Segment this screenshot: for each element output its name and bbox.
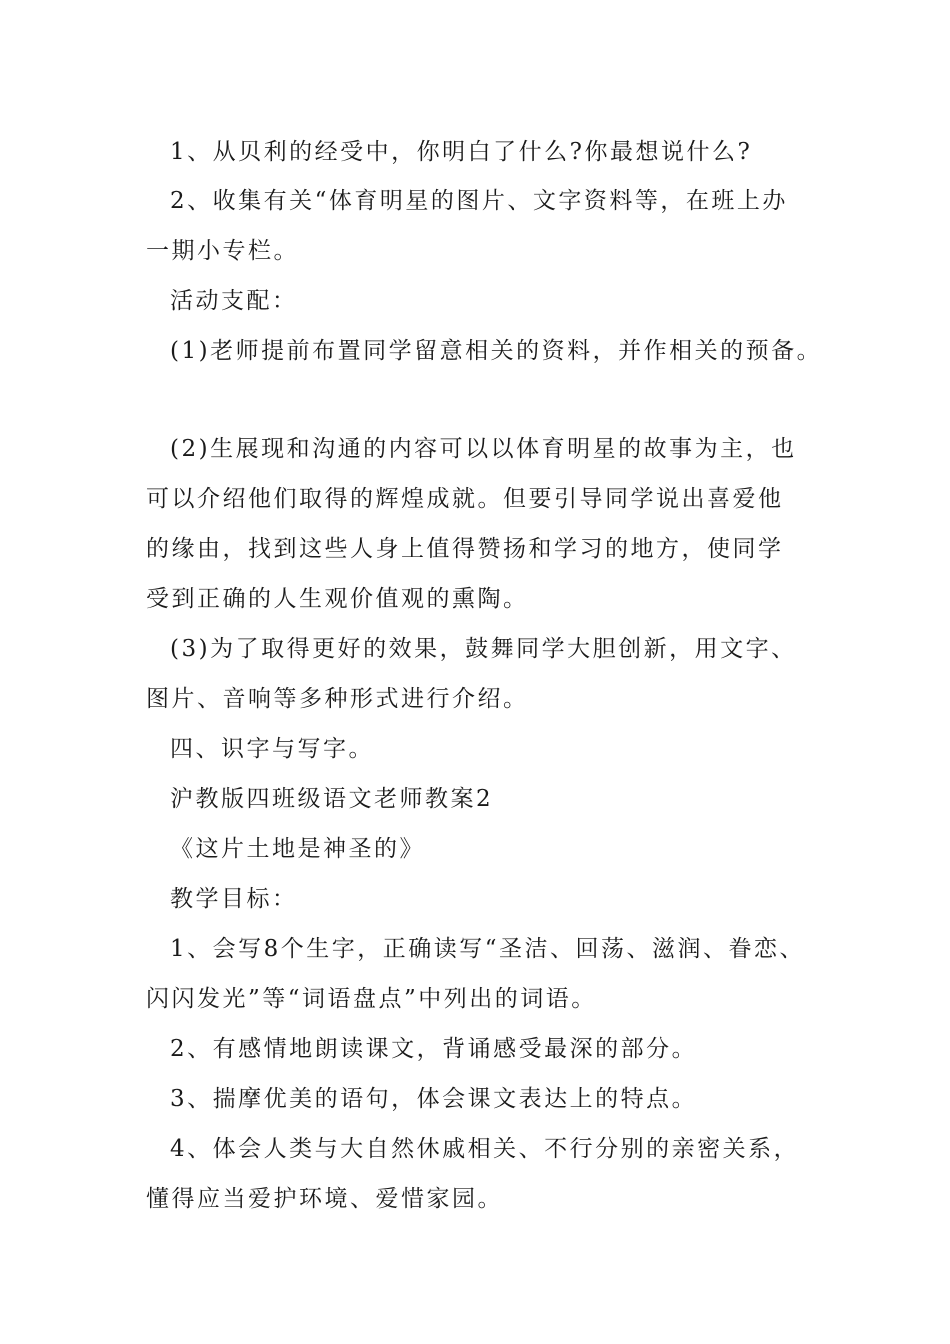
objective-4-line-2: 懂得应当爱护环境、爱惜家园。: [146, 1186, 503, 1212]
objective-1-line-1: 1、会写8个生字，正确读写“圣洁、回荡、滋润、眷恋、: [170, 936, 806, 962]
objectives-heading: 教学目标：: [170, 886, 298, 912]
task-2-line-2: 一期小专栏。: [146, 238, 299, 264]
activity-step-2-line-1: (2)生展现和沟通的内容可以以体育明星的故事为主，也: [170, 436, 797, 462]
objective-1-line-2: 闪闪发光”等“词语盘点”中列出的词语。: [146, 986, 597, 1012]
activity-step-2-line-2: 可以介绍他们取得的辉煌成就。但要引导同学说出喜爱他: [146, 486, 784, 512]
section-heading-4: 四、识字与写字。: [170, 736, 374, 762]
question-1: 1、从贝利的经受中，你明白了什么?你最想说什么?: [170, 139, 753, 165]
objective-4-line-1: 4、体会人类与大自然休戚相关、不行分别的亲密关系，: [170, 1136, 800, 1162]
lesson-plan-title: 沪教版四班级语文老师教案2: [170, 786, 494, 812]
activity-step-2-line-3: 的缘由，找到这些人身上值得赞扬和学习的地方，使同学: [146, 536, 784, 562]
task-2-line-1: 2、收集有关“体育明星的图片、文字资料等，在班上办: [170, 188, 788, 214]
activity-step-1: (1)老师提前布置同学留意相关的资料，并作相关的预备。: [170, 338, 823, 364]
objective-2: 2、有感情地朗读课文，背诵感受最深的部分。: [170, 1036, 698, 1062]
activity-heading: 活动支配：: [170, 288, 298, 314]
activity-step-3-line-1: (3)为了取得更好的效果，鼓舞同学大胆创新，用文字、: [170, 636, 797, 662]
activity-step-2-line-4: 受到正确的人生观价值观的熏陶。: [146, 586, 529, 612]
lesson-text-title: 《这片土地是神圣的》: [170, 836, 425, 862]
objective-3: 3、揣摩优美的语句，体会课文表达上的特点。: [170, 1086, 698, 1112]
activity-step-3-line-2: 图片、音响等多种形式进行介绍。: [146, 686, 529, 712]
